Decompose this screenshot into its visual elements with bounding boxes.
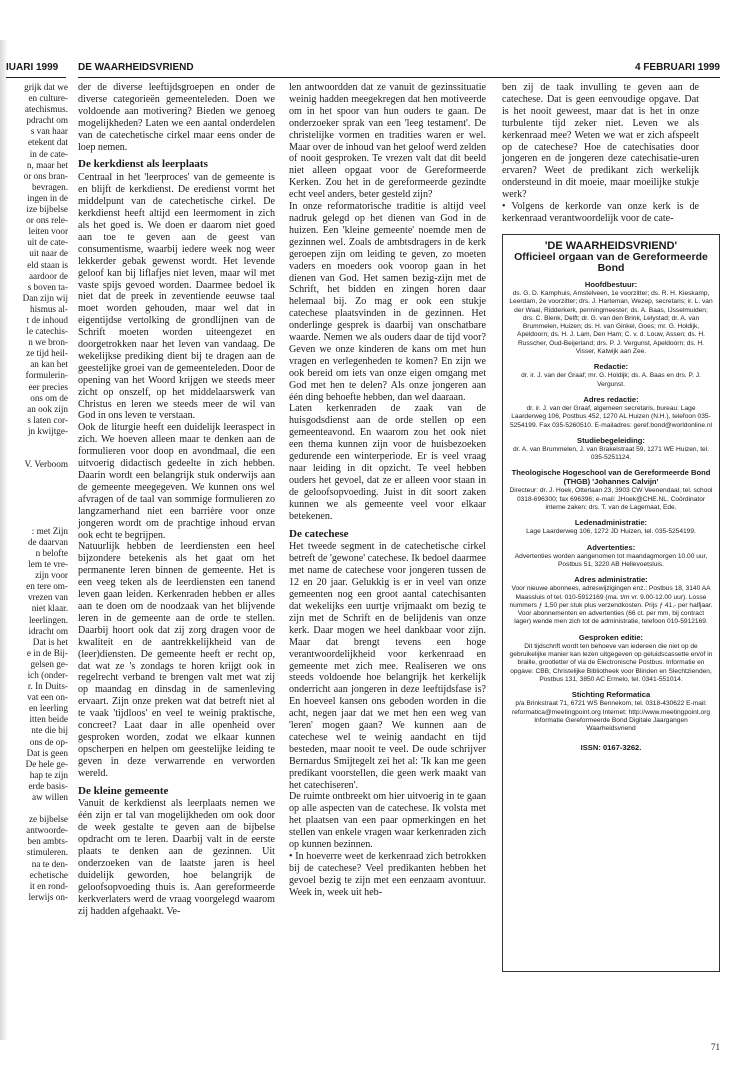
paragraph: Ook de liturgie heeft een duidelijk leeraspect in zich. We hoeven alleen maar te denken aan de formulieren voor doop en avondmaal, die een uitvoerig didactisch gedeelte in zich hebben. Daarin wordt een belangrijk stuk onderwijs aan de gemeente meegegeven. We kunnen ons wel afvragen of de taal van sommige formulieren zo langzamerhand niet een barrière voor onze jongeren wordt om de prachtige inhoud ervan ook echt te begrijpen. <box>78 422 275 541</box>
fragment-line: bevragen. <box>32 181 68 192</box>
colophon-section <box>509 543 713 570</box>
colophon-section <box>509 280 713 356</box>
fragment-line: jn kwijtge- <box>27 425 68 436</box>
colophon-text: Dit tijdschrift wordt ten behoeve van iedereen die niet op de gebruikelijke manier kan lezen uitgegeven op geluidscassette en/of in braille, grootletter of via de Electronische Postbus. Informatie en opgave: CBB, Christelijke Bibliotheek voor Blinden en Slechtzienden, Postbus 131, 3850 AC Ermelo, tel. 0341-551014. <box>509 642 713 683</box>
colophon-heading: Studiebegeleiding: <box>577 435 645 445</box>
paragraph: Centraal in het 'leerproces' van de gemeente is en blijft de kerkdienst. De eredienst vormt het middelpunt van de catechetische cirkel. De kerkdienst heeft altijd een leermoment in zich als het goed is. We doen er daarom niet goed aan toe te geven aan de geest van consumentisme, waarbij iedere week nog weer lekkerder gebak gewenst wordt. Het levende geloof kan bij liflafjes niet leven, maar wil met vaste spijs gevoed worden. Daarmee bedoel ik niet dat de preek in zeventiende eeuwse taal moet worden gehouden, maar wel dat in eigentijdse vertolking de grondlijnen van de Schrift moeten worden uiteengezet en doorgetrokken naar het leven van vandaag. De wekelijkse prediking dient bij te dragen aan de geestelijke groei van de gemeenteleden. Door de opening van het Woord krijgen we steeds meer zicht op onszelf, op het middelaarswerk van Christus en leren we steeds meer de wil van God in ons leven te verstaan. <box>78 172 275 422</box>
fragment-line: : met Zijn <box>31 525 68 536</box>
fragment-line <box>0 448 68 459</box>
previous-page-fragment <box>0 82 68 1062</box>
fragment-line: lerwijs on- <box>28 891 68 902</box>
fragment-line: niet klaar. <box>31 603 68 614</box>
colophon-heading: Adres redactie: <box>583 394 639 404</box>
colophon-heading: Ledenadministratie: <box>574 518 648 528</box>
fragment-line: eld staan is <box>27 259 68 270</box>
fragment-line: ize bijbelse <box>26 204 68 215</box>
fragment-line <box>0 515 68 526</box>
fragment-line: leerlingen. <box>28 614 68 625</box>
fragment-line: Dan zijn wij <box>22 292 68 303</box>
fragment-line: ingen in de <box>27 192 68 203</box>
section-heading: De kleine gemeente <box>78 784 169 797</box>
fragment-line: gelsen ge- <box>30 658 68 669</box>
fragment-line <box>0 504 68 515</box>
colophon-text: Voor nieuwe abonnees, adreswijzigingen enz.: Postbus 18, 3140 AA Maassluis of tel. 010-5912169 (ma. t/m vr. 9.00-12.00 uur). Losse nummers ƒ 1,50 per stuk plus verzendkosten. Prijs ƒ 41,- per halfjaar. Voor abonnementen en advertenties (66 ct. per mm, bij contract lager) wende men zich tot de administratie, telefoon 010-5912169. <box>509 585 713 626</box>
fragment-line: ich (onder- <box>27 669 68 680</box>
fragment-line: it en rond- <box>29 880 68 891</box>
colophon-section <box>509 362 713 389</box>
paragraph: Vanuit de kerkdienst als leerplaats nemen we één zijn er tal van mogelijkheden om ook door de week gestalte te geven aan de bijbelse opdracht om te leren. Daarbij valt in de eerste plaats te denken aan de gezinnen. Uit onderzoeken van de laatste jaren is heel duidelijk geworden, hoe belangrijk de geloofsopvoeding thuis is. Aan gereformeerde kerkverlaters werd de vraag voorgelegd waarom zij hadden afgehaakt. Ve- <box>78 798 275 917</box>
fragment-line: stimuleren. <box>26 847 68 858</box>
fragment-line: an ook zijn <box>27 403 68 414</box>
fragment-line: s boven ta- <box>27 281 68 292</box>
colophon-text: ds. G. D. Kamphuis, Amstelveen, 1e voorzitter; ds. R. H. Kieskamp, Leerdam, 2e voorzitter; drs. J. Harteman, Wezep, secretaris; ir. L. van der Waal, Ridderkerk, penningmeester; ds. A. Baas, IJsselmuiden; drs. C. Blenk, Delft; dr. G. van den Brink, Lelystad; dr. A. van Brummelen, Huizen; ds. H. van Ginkel, Goes; mr. G. Holdijk, Apeldoorn; ds. H. J. Lam, Den Ham; C. v. d. Louw, Assen; ds. H. Russcher, Oud-Beijerland; drs. P. J. Vergunst, Apeldoorn; ds. H. Visser, Katwijk aan Zee. <box>509 290 713 356</box>
article-column-3 <box>502 82 699 225</box>
fragment-line: le catechis- <box>26 326 68 337</box>
colophon-text: Directeur: dr. J. Hoek, Otterlaan 23, 3903 CW Veenendaal, tel. school 0318-696300; fax 696396; e-mail: JHoek@CHE.NL. Coördinator interne zaken: drs. T. van de Lagemaat, Ede. <box>509 487 713 512</box>
fragment-line: leiten voor <box>28 226 68 237</box>
fragment-line: atechismus. <box>24 104 68 115</box>
colophon-heading: Stichting Reformatica <box>571 690 651 700</box>
colophon-text: dr. A. van Brummelen, J. van Brakelstraat 59, 1271 WE Huizen, tel. 035-5251124. <box>512 445 710 462</box>
fragment-line: ons de op- <box>29 736 68 747</box>
fragment-line: ons om de <box>30 392 68 403</box>
paragraph: • Volgens de kerkorde van onze kerk is de kerkenraad verantwoordelijk voor de cate- <box>502 201 699 224</box>
issue-date: 4 FEBRUARI 1999 <box>634 62 720 73</box>
fragment-line: erde basis- <box>28 780 68 791</box>
fragment-line: antwoorde- <box>26 825 68 836</box>
header-rule <box>78 77 720 78</box>
colophon-box <box>502 234 720 972</box>
paragraph: Het tweede segment in de catechetische cirkel betreft de 'gewone' catechese. Ik bedoel daarmee met name de catechese voor jongeren tussen de 12 en 20 jaar. Gelukkig is er in veel van onze gemeenten nog een groot aantal catechisanten dat wekelijks een uurtje vrijmaakt om bezig te zijn met de Schrift en de belijdenis van onze kerk. Daar mogen we heel dankbaar voor zijn. Maar dat brengt tevens een hoge verantwoordelijkheid voor kerkenraad en gemeente met zich mee. Realiseren we ons steeds voldoende hoe belangrijk het kerkelijk onderricht aan jongeren in deze leeftijdsfase is? En hoeveel kansen ons geboden worden in die acht, negen jaar dat we met hen een weg van 'leren' mogen gaan? We kunnen aan de catechese wel te weinig aandacht en tijd besteden, maar nooit te veel. De oude schrijver Bernardus Smijtegelt zei het al: 'Ik kan me geen predikant voorstellen, die geen werk maakt van het catechiseren'. <box>289 541 486 791</box>
fragment-line: lem te vre- <box>28 559 68 570</box>
paragraph: Laten kerkenraden de zaak van de huisgodsdienst aan de orde stellen op een gemeenteavond. En waarom zou het ook niet een thema kunnen zijn voor de huisbezoeken gedurende een winterperiode. Er is veel vraag naar leiding in dit opzicht. Te veel hebben ouders het gevoel, dat ze er alleen voor staan in de geloofsopvoeding. Juist in dit soort zaken kunnen we als gemeente veel voor elkaar betekenen. <box>289 403 486 522</box>
colophon-section <box>509 436 713 463</box>
running-header <box>78 62 720 77</box>
fragment-line: aw willen <box>32 792 68 802</box>
fragment-line: en leerling <box>28 703 68 714</box>
section-heading: De kerkdienst als leerplaats <box>78 158 208 171</box>
fragment-line: an kan het <box>30 359 68 370</box>
paragraph: De ruimte ontbreekt om hier uitvoerig in te gaan op alle aspecten van de catechese. Ik volsta met het plaatsen van een paar opmerkingen en het stellen van enkele vragen waar kerkenraden zich op kunnen bezinnen. <box>289 791 486 851</box>
colophon-text: Lage Laarderweg 106, 1272 JD Huizen, tel. 035-5254199. <box>526 528 696 536</box>
colophon-heading: Gesproken editie: <box>578 632 644 642</box>
colophon-heading: Theologische Hogeschool van de Gereformeerde Bond (THGB) 'Johannes Calvijn' <box>511 468 711 487</box>
colophon-title: 'DE WAARHEIDSVRIEND' <box>544 240 678 252</box>
colophon-heading: Hoofdbestuur: <box>584 280 638 289</box>
paragraph: In onze reformatorische traditie is altijd veel nadruk gelegd op het dienen van God in de huizen. Een 'kleine gemeente' noemde men de gezinnen wel. Zoals de ambtsdragers in de kerk geroepen zijn om leiding te geven, zo moeten vaders en moeders ook voorop gaan in het dienen van God. Het samen bezig-zijn met de Schrift, het bidden en zingen horen daar helemaal bij. Zo mag er ook een stukje catechese plaatsvinden in de gezinnen. Het onderlinge gesprek is daarbij van onschatbare waarde. Nemen we als ouders daar de tijd voor? Geven we onze kinderen de kans om met hun vragen en verlegenheden te komen? En zijn we ook bereid om iets van onze eigen omgang met God met hen te delen? Als onze jongeren aan één ding behoefte hebben, dan wel daaraan. <box>289 201 486 403</box>
fragment-line: in de cate- <box>29 148 68 159</box>
colophon-section <box>509 518 713 536</box>
article-column-2 <box>289 82 486 899</box>
fragment-line: s laten cor- <box>27 414 68 425</box>
fragment-line: formulerin- <box>25 370 68 381</box>
fragment-line: r. In Duits- <box>27 681 68 692</box>
colophon-section <box>509 633 713 684</box>
fragment-line: vat een on- <box>27 692 68 703</box>
publication-name: DE WAARHEIDSVRIEND <box>78 62 194 73</box>
fragment-line: hap te zijn <box>29 769 68 780</box>
fragment-line: itten beide <box>29 714 68 725</box>
fragment-line: uit naar de <box>29 248 68 259</box>
colophon-section <box>509 468 713 512</box>
fragment-line: ben ambts- <box>27 836 68 847</box>
fragment-line: n belofte <box>35 547 68 558</box>
colophon-text: dr. ir. J. van der Graaf, algemeen secretaris, bureau: Lage Laarderweg 106, Postbus 452, 1270 AL Huizen (N.H.), telefoon 035-5254199. Fax 035-5260510. E-mailadres: geref.bond@worldonline.nl <box>509 404 713 429</box>
issn-number: ISSN: 0167-3262. <box>580 743 642 753</box>
fragment-line: Dat is geen <box>26 747 68 758</box>
fragment-line: uit de cate- <box>27 237 68 248</box>
fragment-line <box>0 470 68 481</box>
colophon-heading: Advertenties: <box>586 542 636 552</box>
fragment-line: hismus al- <box>29 303 68 314</box>
colophon-text: p/a Brinkstraat 71, 6721 WS Bennekom, tel. 0318-430622 E-mail: reformatica@meetingpoint.org Internet: http://www.meetingpoint.org Informatie Gereformeerde Bond Digitale Jaargangen Waarheidsvriend <box>511 700 710 733</box>
fragment-line: ze bijbelse <box>28 814 68 825</box>
fragment-line: grijk dat we <box>24 82 68 92</box>
fragment-line: t de inhoud <box>26 314 68 325</box>
fragment-line: aardoor de <box>28 270 68 281</box>
fragment-line: e in de Bij- <box>26 647 68 658</box>
fragment-line: De hele ge- <box>25 758 68 769</box>
paragraph: len antwoordden dat ze vanuit de gezinssituatie weinig hadden meegekregen dat hen motiveerde om in het spoor van hun ouders te gaan. De onderzoeker sprak van een 'leeg testament'. De christelijke vormen en tradities waren er wel. Maar over de inhoud van het geloof werd zelden of nooit gesproken. Te vrezen valt dat dit beeld niet alleen opgaat voor de Gereformeerde Kerken. Zou het in de gereformeerde gezindte echt veel anders, beter gesteld zijn? <box>289 82 486 201</box>
colophon-heading: Adres administratie: <box>574 575 648 585</box>
colophon-section <box>509 575 713 626</box>
fragment-line: de daarvan <box>27 536 68 547</box>
fragment-line: or ons bran- <box>23 170 68 181</box>
paragraph: • In hoeverre weet de kerkenraad zich betrokken bij de catechese? Veel predikanten hebben het gevoel bezig te zijn met een eenzaam avontuur. Week in, week uit heb- <box>289 851 486 898</box>
fragment-line: echetische <box>29 869 68 880</box>
fragment-line: zijn voor <box>35 570 68 581</box>
previous-page-header: IUARI 1999 <box>6 62 59 73</box>
paragraph: ben zij de taak invulling te geven aan de catechese. Dat is geen eenvoudige opgave. Dat is het nooit geweest, maar dat is het in onze turbulente tijd zeker niet. Leven we als kerkenraad mee? Weten we wat er zich afspeelt op de catechese? Hoe de catechisaties door jongeren en de jongeren deze catechisatie-uren ervaren? Weet de predikant zich werkelijk ondersteund in dit moeie, maar moeilijke stukje werk? <box>502 82 699 201</box>
fragment-line: etekent dat <box>27 137 68 148</box>
fragment-line <box>0 481 68 492</box>
paragraph: Natuurlijk hebben de leerdiensten een heel bijzondere betekenis als het gaat om het permanente leren binnen de gemeente. Het is een veeg teken als de leerdiensten een tanend leven gaan leiden. Kerkenraden hebben er alles aan te doen om de noodzaak van het blijvende leren in de gemeente aan de orde te stellen. Daarbij hoort ook dat zij zorg dragen voor de kwaliteit en de aantrekkelijkheid van de (leer)diensten. De gemeente heeft er recht op, dat wat ze 's zondags te horen krijgt ook in regelrecht verband te brengen valt met wat zij op maandag en dinsdag in de samenleving ervaart. Zijn onze preken wat dat betreft niet al te vaak 'tijdloos' en veel te weinig praktische, concreet? Laat daar in alle openheid over gesproken worden, zodat we elkaar kunnen opscherpen en helpen om geestelijke leiding te geven in deze verwarrende en verworden wereld. <box>78 541 275 779</box>
fragment-line <box>0 437 68 448</box>
fragment-line: or ons rele- <box>26 215 68 226</box>
fragment-line <box>0 492 68 503</box>
fragment-line: s van haar <box>30 126 68 137</box>
fragment-line: na te den- <box>31 858 68 869</box>
fragment-line: en culture- <box>28 93 68 104</box>
fragment-line: eer precies <box>28 381 68 392</box>
fragment-line: Dat is het <box>32 636 68 647</box>
article-column-1 <box>78 82 275 918</box>
fragment-line: nte die bij <box>31 725 68 736</box>
section-heading: De catechese <box>289 527 349 540</box>
colophon-text: dr. ir. J. van der Graaf; mr. G. Holdijk; ds. A. Baas en drs. P. J. Vergunst. <box>521 372 701 388</box>
fragment-line: V. Verboom <box>24 459 68 470</box>
magazine-page <box>78 62 720 1052</box>
fragment-line: en tere om- <box>26 581 68 592</box>
colophon-section <box>509 395 713 430</box>
fragment-line: vrezen van <box>27 592 68 603</box>
fragment-line: pdracht om <box>26 115 68 126</box>
fragment-line: n, maar het <box>26 159 68 170</box>
fragment-line: idracht om <box>28 625 68 636</box>
colophon-text: Advertenties worden aangenomen tot maandagmorgen 10.00 uur, Postbus 51, 3220 AB Hellevoetsluis. <box>514 552 708 568</box>
fragment-line: n we bron- <box>28 337 68 348</box>
fragment-line <box>0 803 68 814</box>
page-number: 71 <box>711 1042 720 1052</box>
colophon-heading: Redactie: <box>593 362 629 372</box>
previous-page-rule <box>6 77 66 78</box>
fragment-line: ze tijd heil- <box>26 348 68 359</box>
colophon-subtitle: Officieel orgaan van de Gereformeerde Bond <box>514 251 708 274</box>
colophon-section <box>509 690 713 733</box>
paragraph: der de diverse leeftijdsgroepen en onder de diverse categorieën gemeenteleden. Doen we voldoende aan motivering? Bieden we genoeg mogelijkheden? Laten we een aantal onderdelen van de catechetische cirkel maar eens onder de loep nemen. <box>78 82 275 153</box>
